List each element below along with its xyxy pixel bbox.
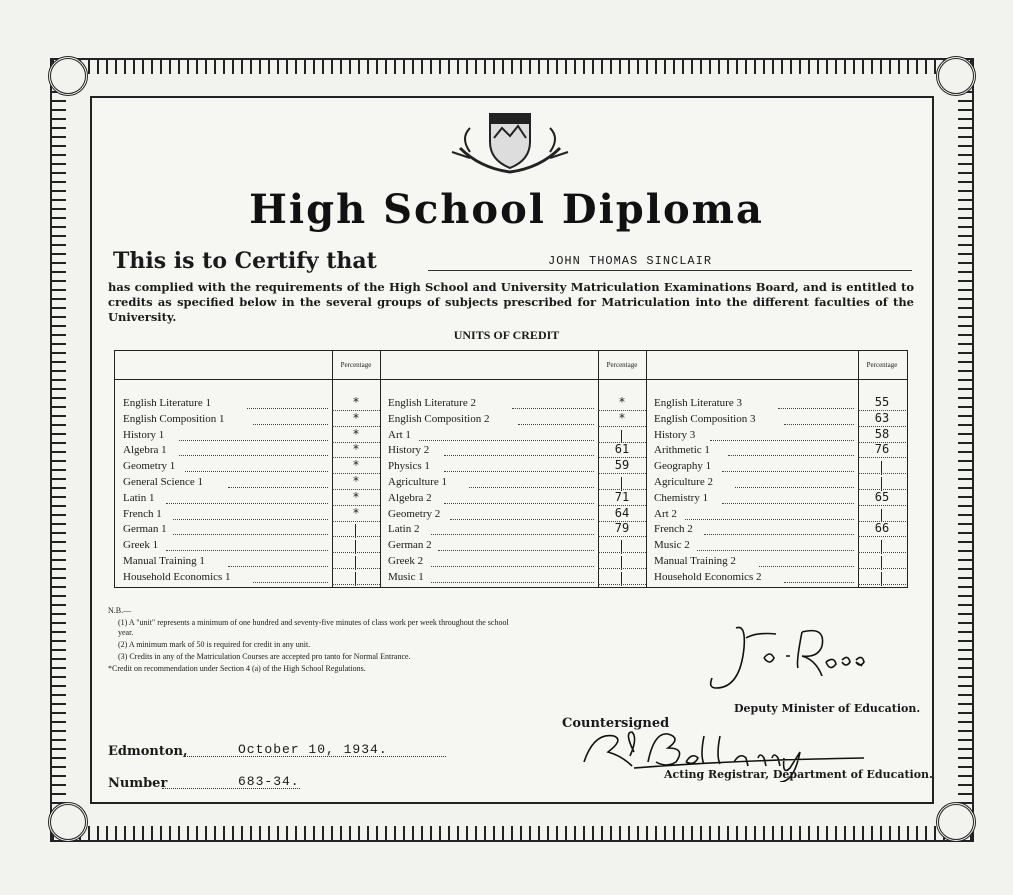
subject-name: Household Economics 2 bbox=[654, 570, 762, 583]
subject-leader-dots bbox=[685, 519, 854, 520]
subject-leader-dots bbox=[710, 440, 854, 441]
subject-leader-dots bbox=[784, 424, 854, 425]
corner-ornament-bl bbox=[48, 802, 88, 842]
diploma-number: 683-34. bbox=[238, 774, 300, 789]
subject-leader-dots bbox=[166, 550, 328, 551]
subject-mark: 63 bbox=[874, 410, 890, 425]
subject-name: Manual Training 2 bbox=[654, 555, 736, 567]
subject-leader-dots bbox=[444, 455, 594, 456]
notes-nb: N.B.— bbox=[108, 606, 132, 615]
subject-name: Algebra 2 bbox=[388, 491, 432, 504]
note-item: (1) A "unit" represents a minimum of one hundred and seventy-five minutes of class work per week throughout the school year. bbox=[118, 618, 509, 637]
mark-rule bbox=[332, 552, 380, 553]
subject-mark: 55 bbox=[874, 395, 890, 409]
subject-mark: * bbox=[352, 395, 360, 409]
subject-mark: * bbox=[352, 442, 360, 457]
subject-name: Greek 2 bbox=[388, 555, 424, 567]
subject-mark: 64 bbox=[614, 505, 630, 520]
subject-leader-dots bbox=[166, 503, 328, 504]
subject-name: English Composition 3 bbox=[654, 412, 756, 425]
subject-mark: * bbox=[352, 410, 360, 425]
subject-mark: 66 bbox=[874, 521, 890, 536]
subject-name: History 2 bbox=[388, 444, 430, 457]
subject-leader-dots bbox=[431, 566, 594, 567]
subject-name: Greek 1 bbox=[123, 539, 159, 552]
subject-leader-dots bbox=[512, 408, 594, 409]
percentage-header: Percentage bbox=[340, 361, 372, 369]
subject-name: Geometry 2 bbox=[388, 507, 441, 520]
subject-mark: * bbox=[352, 426, 360, 441]
subject-name: English Composition 2 bbox=[388, 412, 490, 425]
subject-mark: 79 bbox=[614, 521, 630, 536]
subject-mark: 71 bbox=[614, 489, 630, 504]
table-column-divider bbox=[380, 351, 381, 587]
subject-mark: * bbox=[618, 410, 626, 425]
subject-leader-dots bbox=[431, 582, 594, 583]
subject-name: Latin 2 bbox=[388, 523, 420, 536]
subject-leader-dots bbox=[253, 582, 328, 583]
table-column-divider bbox=[646, 351, 647, 587]
corner-ornament-tl bbox=[48, 56, 88, 96]
subject-mark: 59 bbox=[614, 458, 630, 473]
subject-name: German 2 bbox=[388, 539, 432, 552]
subject-leader-dots bbox=[173, 519, 328, 520]
certify-heading: This is to Certify that bbox=[113, 248, 377, 274]
subject-name: History 3 bbox=[654, 428, 696, 441]
table-header-rule bbox=[115, 379, 907, 380]
subject-mark: 61 bbox=[614, 442, 630, 457]
subject-name: Algebra 1 bbox=[123, 444, 167, 457]
subject-name: English Composition 1 bbox=[123, 412, 225, 425]
deputy-minister-signature bbox=[706, 618, 886, 698]
subject-leader-dots bbox=[778, 408, 854, 409]
mark-rule bbox=[598, 568, 646, 569]
subject-leader-dots bbox=[438, 550, 594, 551]
student-name: JOHN THOMAS SINCLAIR bbox=[548, 254, 713, 268]
subject-leader-dots bbox=[444, 503, 594, 504]
subject-name: English Literature 2 bbox=[388, 397, 476, 409]
subject-name: Geometry 1 bbox=[123, 460, 176, 473]
subject-mark: * bbox=[352, 505, 360, 520]
coat-of-arms-crest bbox=[440, 108, 580, 178]
subject-name: Art 1 bbox=[388, 428, 411, 441]
mark-rule bbox=[598, 426, 646, 427]
subject-leader-dots bbox=[173, 534, 328, 535]
mark-rule bbox=[858, 473, 906, 474]
subject-leader-dots bbox=[759, 566, 854, 567]
subject-leader-dots bbox=[253, 424, 328, 425]
subject-name: Music 2 bbox=[654, 539, 690, 552]
subject-leader-dots bbox=[185, 471, 328, 472]
units-of-credit-table bbox=[114, 350, 908, 588]
percentage-header: Percentage bbox=[606, 361, 638, 369]
subject-leader-dots bbox=[697, 550, 854, 551]
subject-name: Music 1 bbox=[388, 570, 424, 583]
subject-name: Manual Training 1 bbox=[123, 555, 205, 567]
corner-ornament-br bbox=[936, 802, 976, 842]
name-underline bbox=[428, 270, 912, 271]
subject-leader-dots bbox=[735, 487, 854, 488]
subject-name: Physics 1 bbox=[388, 460, 430, 473]
mark-rule bbox=[332, 568, 380, 569]
mark-rule bbox=[858, 552, 906, 553]
subject-name: Latin 1 bbox=[123, 491, 155, 504]
mark-rule bbox=[332, 536, 380, 537]
subject-name: Arithmetic 1 bbox=[654, 444, 710, 457]
subject-name: French 2 bbox=[654, 523, 693, 536]
mark-rule bbox=[858, 505, 906, 506]
subject-leader-dots bbox=[179, 455, 328, 456]
mark-rule bbox=[598, 552, 646, 553]
mark-rule bbox=[858, 568, 906, 569]
subject-leader-dots bbox=[247, 408, 328, 409]
number-label: Number bbox=[108, 776, 168, 791]
note-item: *Credit on recommendation under Section 4 (a) of the High School Regulations. bbox=[108, 664, 366, 673]
subject-leader-dots bbox=[228, 487, 328, 488]
subject-leader-dots bbox=[444, 471, 594, 472]
subject-mark: * bbox=[618, 395, 626, 409]
mark-rule bbox=[332, 521, 380, 522]
subject-leader-dots bbox=[431, 534, 594, 535]
subject-leader-dots bbox=[722, 503, 854, 504]
subject-name: General Science 1 bbox=[123, 476, 204, 488]
subject-name: Geography 1 bbox=[654, 460, 712, 473]
mark-rule bbox=[598, 473, 646, 474]
subject-leader-dots bbox=[469, 487, 594, 488]
subject-mark: * bbox=[352, 474, 360, 488]
subject-name: Agriculture 1 bbox=[388, 476, 447, 488]
registrar-title: Acting Registrar, Department of Education. bbox=[664, 768, 933, 781]
subject-mark: * bbox=[352, 489, 360, 504]
units-of-credit-heading: UNITS OF CREDIT bbox=[453, 328, 560, 342]
notes-section bbox=[108, 606, 518, 676]
deputy-minister-title: Deputy Minister of Education. bbox=[734, 702, 921, 715]
mark-rule bbox=[858, 584, 906, 585]
subject-name: Household Economics 1 bbox=[123, 570, 231, 583]
diploma-title: High School Diploma bbox=[249, 186, 764, 233]
subject-mark: 76 bbox=[874, 442, 890, 457]
mark-rule bbox=[598, 584, 646, 585]
subject-leader-dots bbox=[179, 440, 328, 441]
subject-leader-dots bbox=[728, 455, 854, 456]
subject-leader-dots bbox=[722, 471, 854, 472]
subject-name: Art 2 bbox=[654, 507, 677, 520]
subject-mark: * bbox=[352, 458, 360, 473]
subject-mark: 58 bbox=[874, 426, 890, 441]
subject-leader-dots bbox=[228, 566, 328, 567]
subject-name: Chemistry 1 bbox=[654, 491, 709, 504]
mark-rule bbox=[858, 536, 906, 537]
mark-rule bbox=[858, 457, 906, 458]
subject-leader-dots bbox=[419, 440, 594, 441]
subject-name: Agriculture 2 bbox=[654, 476, 713, 488]
subject-mark: 65 bbox=[874, 489, 890, 504]
subject-name: German 1 bbox=[123, 523, 167, 536]
subject-name: English Literature 1 bbox=[123, 397, 211, 409]
certificate-body-text: has complied with the requirements of the High School and University Matriculation Examinations Board, and is entitled to credits as specified below in the several groups of subjects prescribed for Matriculation into the different faculties of the University. bbox=[108, 280, 914, 324]
mark-rule bbox=[598, 536, 646, 537]
issue-date: October 10, 1934. bbox=[238, 742, 388, 757]
percentage-header: Percentage bbox=[866, 361, 898, 369]
subject-leader-dots bbox=[518, 424, 594, 425]
place-label: Edmonton, bbox=[108, 744, 188, 759]
subject-leader-dots bbox=[784, 582, 854, 583]
mark-rule bbox=[332, 584, 380, 585]
corner-ornament-tr bbox=[936, 56, 976, 96]
subject-name: English Literature 3 bbox=[654, 397, 742, 409]
note-item: (3) Credits in any of the Matriculation Courses are accepted pro tanto for Normal Entrance. bbox=[118, 652, 411, 661]
subject-name: French 1 bbox=[123, 507, 162, 520]
subject-leader-dots bbox=[450, 519, 594, 520]
subject-leader-dots bbox=[704, 534, 854, 535]
countersigned-label: Countersigned bbox=[562, 716, 670, 731]
subject-name: History 1 bbox=[123, 428, 165, 441]
note-item: (2) A minimum mark of 50 is required for credit in any unit. bbox=[118, 640, 311, 649]
